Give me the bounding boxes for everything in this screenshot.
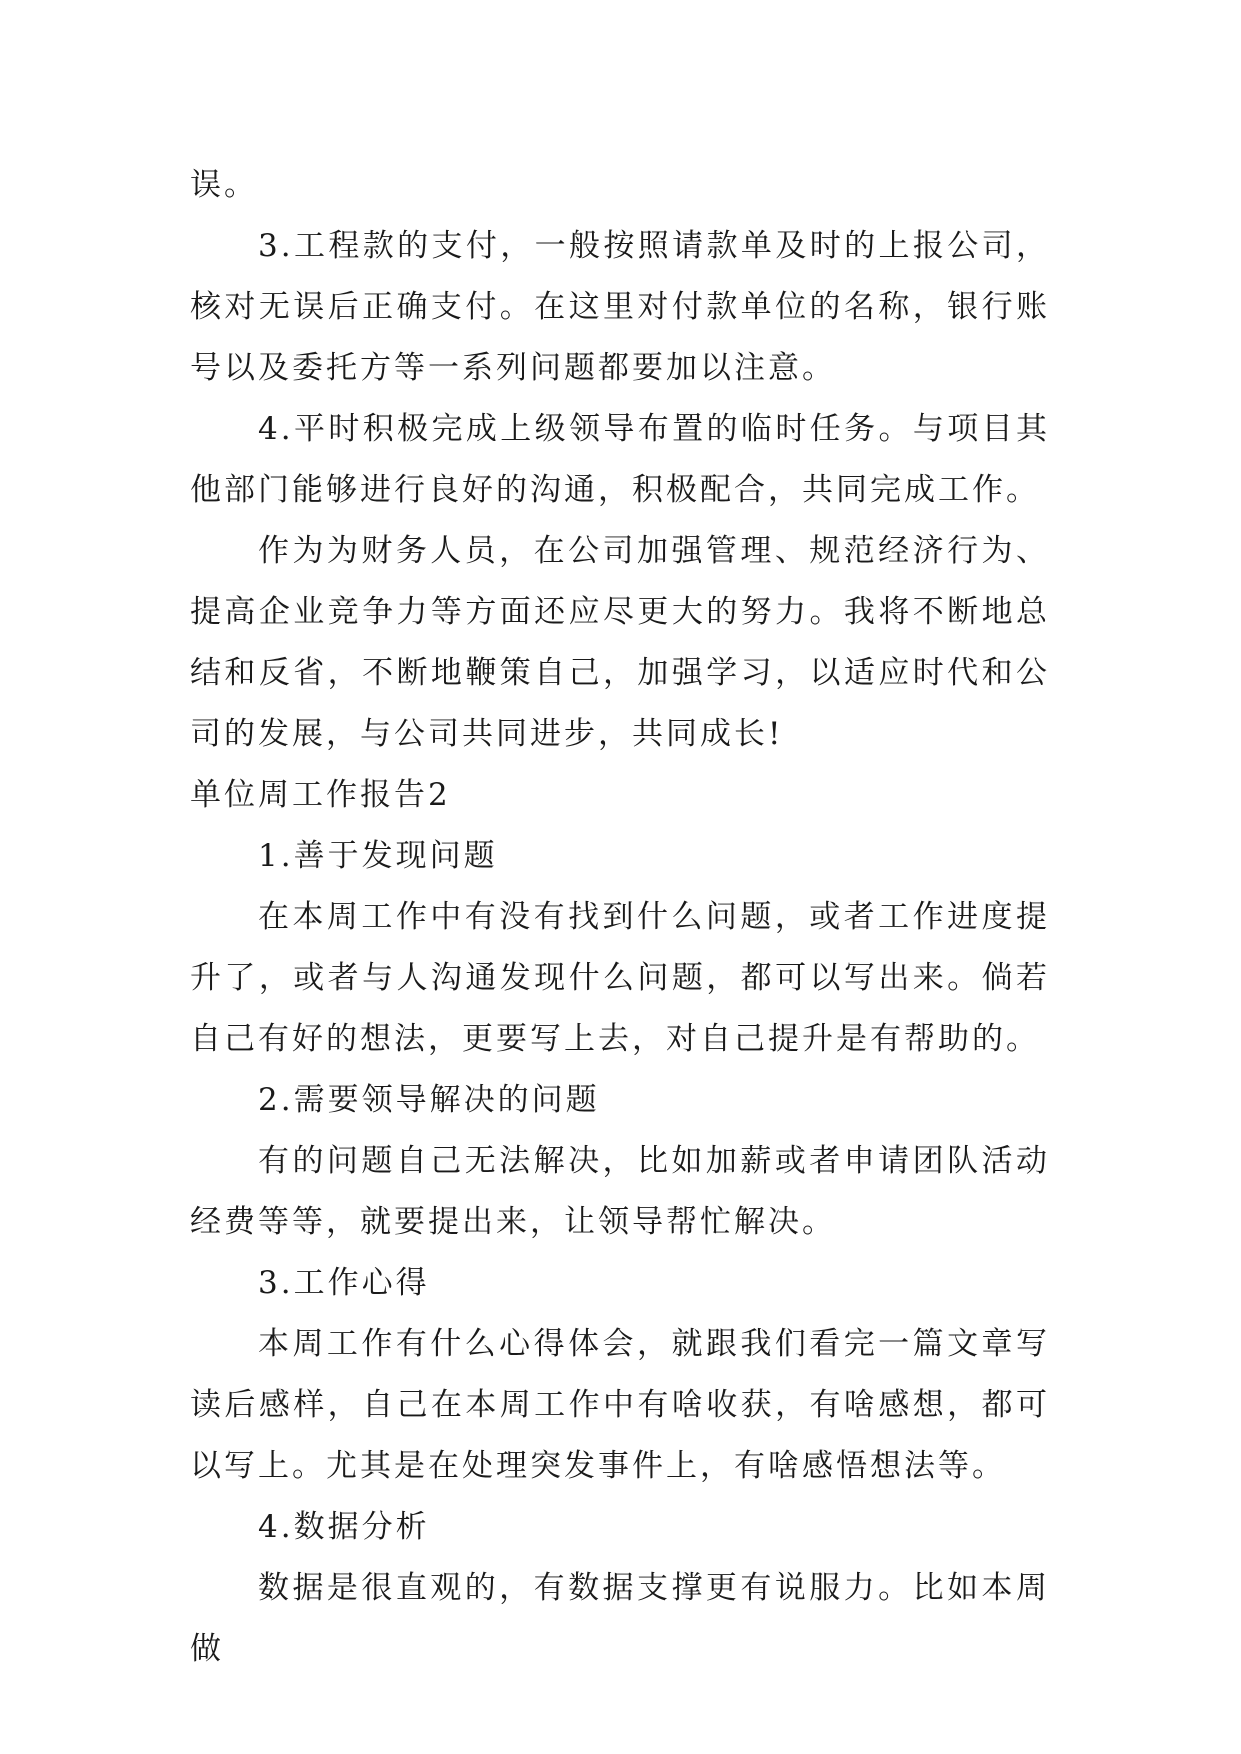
- paragraph-tasks: 4.平时积极完成上级领导布置的临时任务。与项目其他部门能够进行良好的沟通，积极配合，共同完成工作。: [190, 411, 1050, 508]
- item-body-2: 有的问题自己无法解决，比如加薪或者申请团队活动经费等等，就要提出来，让领导帮忙解决。: [190, 1143, 1050, 1240]
- paragraph-summary: 作为为财务人员，在公司加强管理、规范经济行为、提高企业竞争力等方面还应尽更大的努力。我将不断地总结和反省，不断地鞭策自己，加强学习，以适应时代和公司的发展，与公司共同进步，共同成长!: [190, 533, 1050, 752]
- paragraph-payment: 3.工程款的支付，一般按照请款单及时的上报公司，核对无误后正确支付。在这里对付款单位的名称，银行账号以及委托方等一系列问题都要加以注意。: [190, 228, 1050, 386]
- item-body-1: 在本周工作中有没有找到什么问题，或者工作进度提升了，或者与人沟通发现什么问题，都可以写出来。倘若自己有好的想法，更要写上去，对自己提升是有帮助的。: [190, 899, 1050, 1057]
- item-body-3: 本周工作有什么心得体会，就跟我们看完一篇文章写读后感样，自己在本周工作中有啥收获，有啥感想，都可以写上。尤其是在处理突发事件上，有啥感悟想法等。: [190, 1326, 1050, 1484]
- item-heading-4: 4.数据分析: [258, 1509, 430, 1545]
- item-heading-1: 1.善于发现问题: [258, 838, 498, 874]
- item-heading-2: 2.需要领导解决的问题: [258, 1082, 600, 1118]
- document-page: [190, 155, 1050, 1680]
- paragraph-continuation: 误。: [190, 167, 258, 203]
- item-body-4: 数据是很直观的，有数据支撑更有说服力。比如本周做: [190, 1570, 1050, 1667]
- item-heading-3: 3.工作心得: [258, 1265, 430, 1301]
- section-title: 单位周工作报告2: [190, 777, 451, 813]
